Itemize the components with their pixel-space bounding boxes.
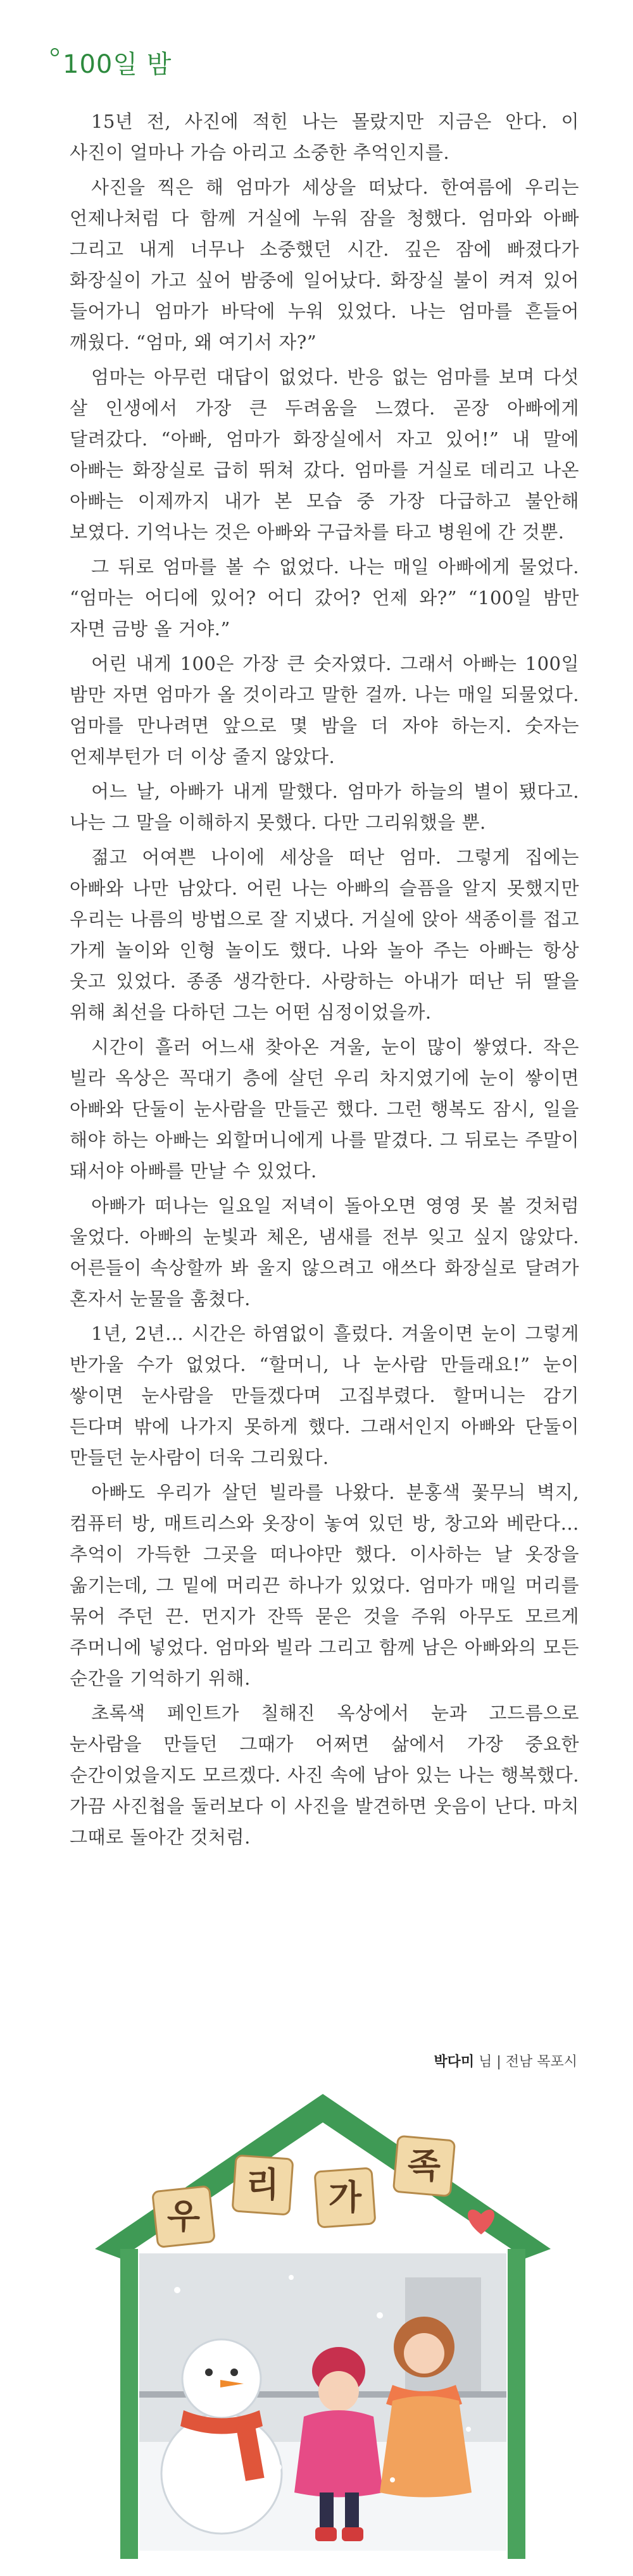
child-boot [342,2527,363,2541]
sign-char: 우 [166,2196,201,2236]
family-illustration [51,2088,595,2568]
title-text: 100일 밤 [63,50,172,79]
paragraph: 그 뒤로 엄마를 볼 수 없었다. 나는 매일 아빠에게 물었다. “엄마는 어디에 있어? 어디 갔어? 언제 와?” “100일 밤만 자면 금방 올 거야.” [70,556,579,640]
sign-char: 족 [407,2146,441,2186]
child-boot [315,2527,337,2541]
paragraph: 아빠가 떠나는 일요일 저녁이 돌아오면 영영 못 볼 것처럼 울었다. 아빠의 눈빛과 체온, 냄새를 전부 잊고 싶지 않았다. 어른들이 속상할까 봐 울지 않으려고 애쓰다 화장실로 달려가 혼자서 눈물을 훔쳤다. [70,1195,579,1310]
snowman-eye [205,2369,213,2376]
article-title [51,44,172,80]
paragraph: 사진을 찍은 해 엄마가 세상을 떠났다. 한여름에 우리는 언제나처럼 다 함께 거실에 누워 잠을 청했다. 엄마와 아빠 그리고 내게 너무나 소중했던 시간. 깊은 잠에 빠졌다가 화장실이 가고 싶어 밤중에 일어났다. 화장실 불이 켜져 있어 들어가니 엄마가 바닥에 누워 있었다. 나는 엄마를 흔들어 깨웠다. “엄마, 왜 여기서 자?” [70,176,579,353]
snowman-eye [230,2369,238,2376]
child-jacket [294,2410,383,2498]
child-leg [320,2492,334,2530]
house-wall-right [508,2249,525,2559]
paragraph: 어느 날, 아빠가 내게 말했다. 엄마가 하늘의 별이 됐다고. 나는 그 말을 이해하지 못했다. 다만 그리워했을 뿐. [70,781,579,833]
child-face [318,2371,359,2412]
article-body [70,106,579,1857]
mother-face [404,2333,444,2374]
snowflake [466,2427,471,2432]
house-wall-left [120,2249,138,2559]
child-leg [345,2492,359,2530]
bullet-icon [51,48,59,56]
author-name: 박다미 [434,2054,475,2070]
sign-char: 리 [246,2165,280,2205]
paragraph: 시간이 흘러 어느새 찾아온 겨울, 눈이 많이 쌓였다. 작은 빌라 옥상은 꼭대기 층에 살던 우리 차지였기에 눈이 쌓이면 아빠와 단둘이 눈사람을 만들곤 했다. 그런 행복도 잠시, 일을 해야 하는 아빠는 외할머니에게 나를 맡겼다. 그 뒤로는 주말이 돼서야 아빠를 만날 수 있었다. [70,1036,579,1182]
snowman-head [182,2339,261,2418]
paragraph: 엄마는 아무런 대답이 없었다. 반응 없는 엄마를 보며 다섯 살 인생에서 가장 큰 두려움을 느꼈다. 곧장 아빠에게 달려갔다. “아빠, 엄마가 화장실에서 자고 있어!” 내 말에 아빠는 화장실로 급히 뛰쳐 갔다. 엄마를 거실로 데리고 나온 아빠는 이제까지 내가 본 모습 중 가장 다급하고 불안해 보였다. 기억나는 것은 아빠와 구급차를 타고 병원에 간 것뿐. [70,366,579,543]
sign-board [153,2136,494,2247]
snowflake [377,2312,383,2319]
snowflake [289,2275,294,2280]
paragraph: 젊고 어여쁜 나이에 세상을 떠난 엄마. 그렇게 집에는 아빠와 나만 남았다. 어린 나는 아빠의 슬픔을 알지 못했지만 우리는 나름의 방법으로 잘 지냈다. 거실에 앉아 색종이를 접고 가게 놀이와 인형 놀이도 했다. 나와 놀아 주는 아빠는 항상 웃고 있었다. 종종 생각한다. 사랑하는 아내가 떠난 뒤 딸을 위해 최선을 다하던 그는 어떤 심정이었을까. [70,846,579,1023]
author-location: 님 | 전남 목포시 [474,2054,577,2070]
sign-char: 가 [328,2177,362,2217]
snowflake [390,2477,395,2482]
snowflake [275,2464,282,2470]
paragraph: 어린 내게 100은 가장 큰 숫자였다. 그래서 아빠는 100일 밤만 자면 엄마가 올 것이라고 말한 걸까. 나는 매일 되물었다. 엄마를 만나려면 앞으로 몇 밤을 더 자야 하는지. 숫자는 언제부턴가 더 이상 줄지 않았다. [70,653,579,767]
paragraph: 초록색 페인트가 칠해진 옥상에서 눈과 고드름으로 눈사람을 만들던 그때가 어쩌면 삶에서 가장 중요한 순간이었을지도 모르겠다. 사진 속에 남아 있는 나는 행복했다. 가끔 사진첩을 둘러보다 이 사진을 발견하면 웃음이 난다. 마치 그때로 돌아간 것처럼. [70,1702,579,1848]
paragraph: 15년 전, 사진에 적힌 나는 몰랐지만 지금은 안다. 이 사진이 얼마나 가슴 아리고 소중한 추억인지를. [70,111,579,163]
paragraph: 아빠도 우리가 살던 빌라를 나왔다. 분홍색 꽃무늬 벽지, 컴퓨터 방, 매트리스와 옷장이 놓여 있던 방, 창고와 베란다… 추억이 가득한 그곳을 떠나야만 했다. 이사하는 날 옷장을 옮기는데, 그 밑에 머리끈 하나가 있었다. 엄마가 매일 머리를 묶어 주던 끈. 먼지가 잔뜩 묻은 것을 주워 아무도 모르게 주머니에 넣었다. 엄마와 빌라 그리고 함께 남은 아빠와의 모든 순간을 기억하기 위해. [70,1482,579,1689]
snowflake [174,2287,180,2293]
paragraph: 1년, 2년… 시간은 하염없이 흘렀다. 겨울이면 눈이 그렇게 반가울 수가 없었다. “할머니, 나 눈사람 만들래요!” 눈이 쌓이면 눈사람을 만들겠다며 고집부렸다. 할머니는 감기 든다며 밖에 나가지 못하게 했다. 그래서인지 아빠와 단둘이 만들던 눈사람이 더욱 그리웠다. [70,1323,579,1468]
author-credit [434,2051,577,2071]
